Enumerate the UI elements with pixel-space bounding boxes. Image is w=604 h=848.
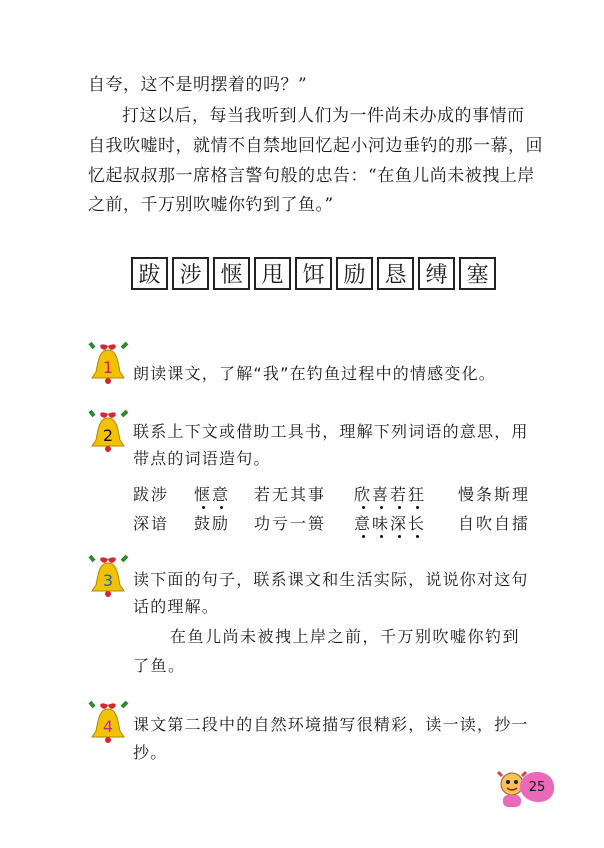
bell-icon <box>86 699 130 747</box>
emphasis-dot <box>398 535 401 538</box>
vocab-word: 功亏一篑 <box>254 514 327 533</box>
question-text: 话的理解。 <box>133 597 220 616</box>
vocab-word: 跋涉 <box>133 485 170 504</box>
character-box: 恳 <box>377 257 414 290</box>
passage-line: 自我吹嘘时，就情不自禁地回忆起小河边垂钓的那一幕，回 <box>88 136 543 156</box>
question-number: 3 <box>102 571 114 590</box>
character-box: 缚 <box>418 257 455 290</box>
question-text: 带点的词语造句。 <box>133 449 271 468</box>
quoted-sentence: 了鱼。 <box>133 656 186 675</box>
character-box: 涉 <box>172 257 209 290</box>
passage-line: 忆起叔叔那一席格言警句般的忠告：“在鱼儿尚未被拽上岸 <box>88 166 535 186</box>
emphasis-dot <box>398 506 401 509</box>
question-text: 读下面的句子，联系课文和生活实际，说说你对这句 <box>133 570 529 589</box>
vocab-word-dotted: 意味深长 <box>354 511 426 534</box>
vocab-word-dotted: 欣喜若狂 <box>354 482 426 505</box>
emphasis-dot <box>202 506 205 509</box>
bell-icon <box>86 408 130 456</box>
emphasis-dot <box>416 506 419 509</box>
character-box: 惬 <box>213 257 250 290</box>
passage-line: 打这以后，每当我听到人们为一件尚未办成的事情而 <box>122 106 525 126</box>
vocab-word: 深谙 <box>133 514 170 533</box>
question-text: 抄。 <box>133 743 168 762</box>
quoted-sentence: 在鱼儿尚未被拽上岸之前，千万别吹嘘你钓到 <box>170 627 521 646</box>
bell-icon <box>86 553 130 601</box>
passage-line: 之前，千万别吹嘘你钓到了鱼。” <box>88 195 334 215</box>
question-text: 朗读课文，了解“我”在钓鱼过程中的情感变化。 <box>133 364 496 383</box>
character-box: 甩 <box>254 257 291 290</box>
bell-icon <box>86 340 130 388</box>
question-number: 2 <box>102 426 114 445</box>
question-number: 1 <box>102 358 114 377</box>
emphasis-dot <box>380 506 383 509</box>
vocab-word: 鼓励 <box>194 514 231 533</box>
vocab-word: 慢条斯理 <box>458 485 531 504</box>
emphasis-dot <box>380 535 383 538</box>
question-text: 联系上下文或借助工具书，理解下列词语的意思，用 <box>133 422 529 441</box>
emphasis-dot <box>362 506 365 509</box>
emphasis-dot <box>362 535 365 538</box>
question-text: 课文第二段中的自然环境描写很精彩，读一读，抄一 <box>133 715 529 734</box>
vocab-word: 若无其事 <box>254 485 327 504</box>
question-number: 4 <box>102 717 114 736</box>
passage-line: 自夸，这不是明摆着的吗？” <box>88 75 308 95</box>
vocab-word-dotted: 惬意 <box>194 482 230 505</box>
emphasis-dot <box>220 506 223 509</box>
new-characters-row <box>131 257 500 290</box>
page-number: 25 <box>520 772 554 802</box>
character-box: 塞 <box>459 257 496 290</box>
character-box: 励 <box>336 257 373 290</box>
emphasis-dot <box>416 535 419 538</box>
character-box: 饵 <box>295 257 332 290</box>
character-box: 跋 <box>131 257 168 290</box>
vocab-word: 自吹自擂 <box>458 514 531 533</box>
